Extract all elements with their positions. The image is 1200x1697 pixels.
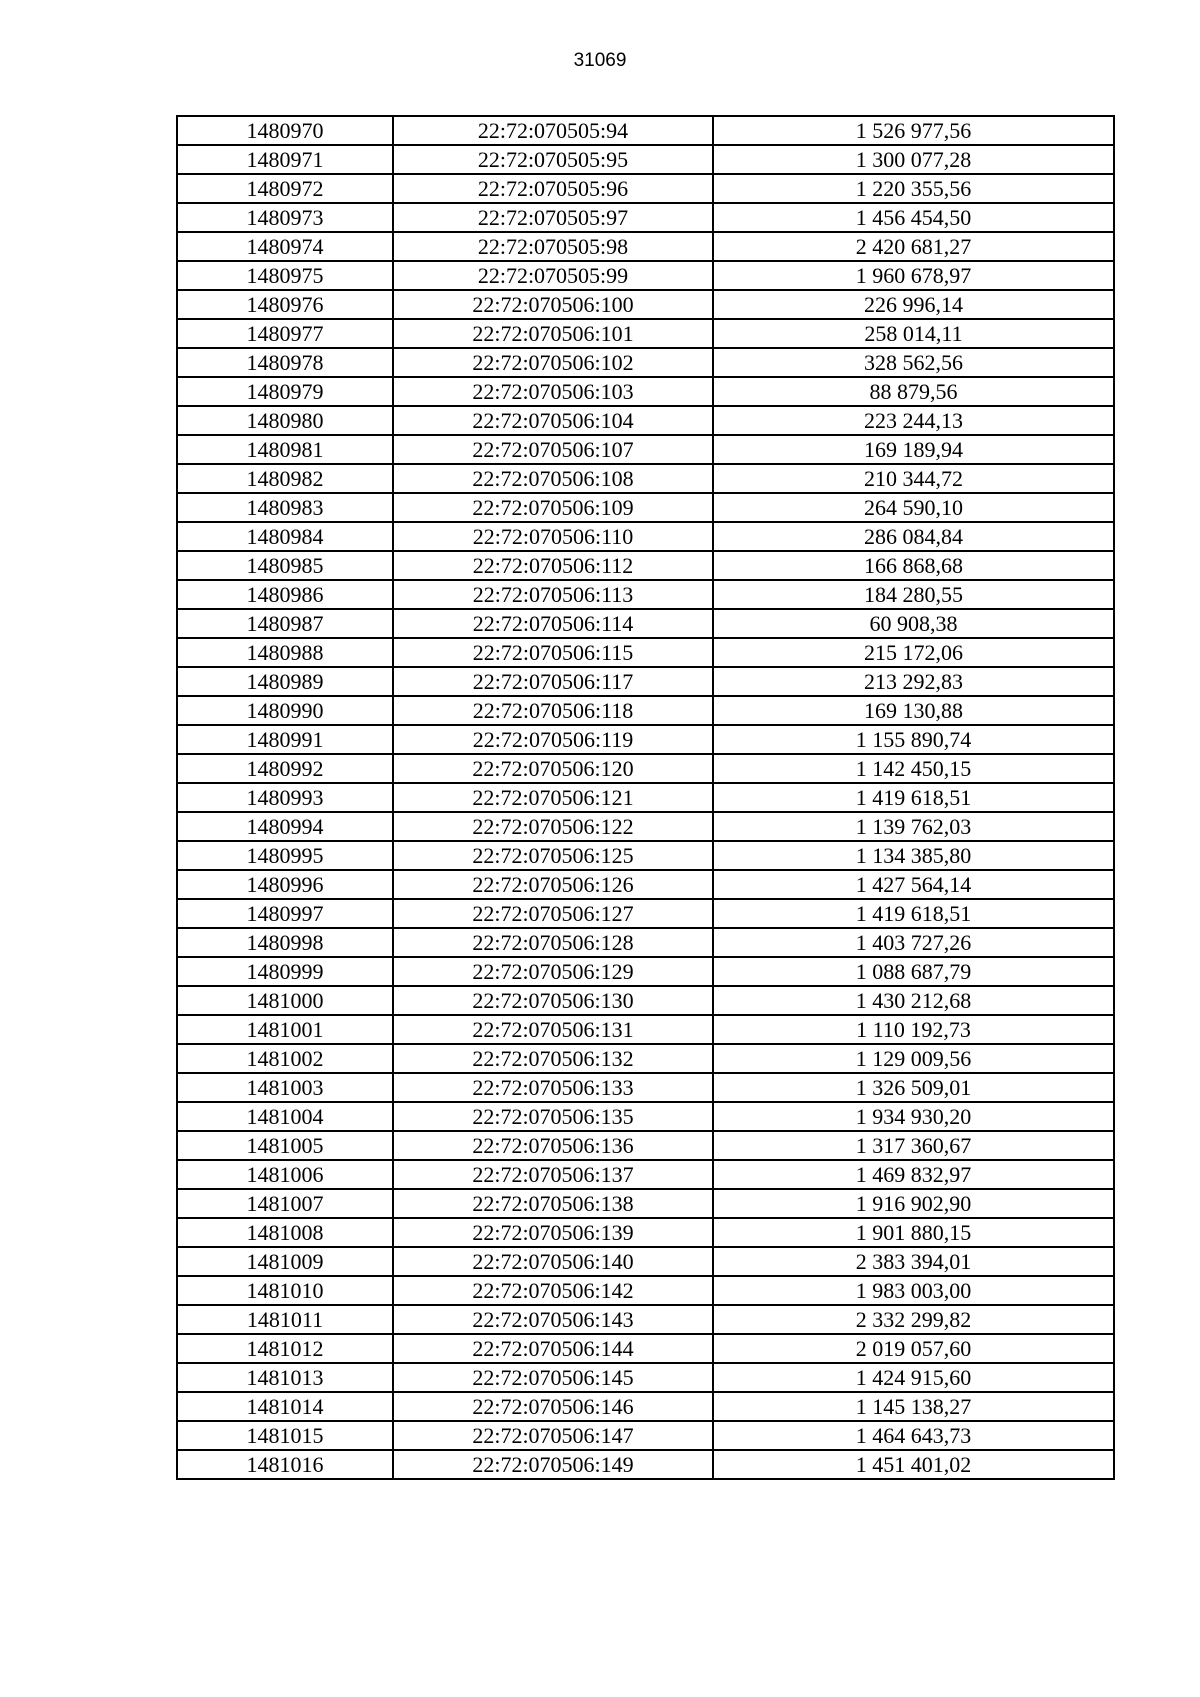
cadastral-value-cell: 215 172,06 <box>713 638 1114 667</box>
table-row <box>177 870 1114 899</box>
cadastral-number-cell: 22:72:070506:145 <box>393 1363 713 1392</box>
record-number-cell: 1480974 <box>177 232 393 261</box>
table-row <box>177 493 1114 522</box>
cadastral-value-cell: 1 419 618,51 <box>713 783 1114 812</box>
cadastral-number-cell: 22:72:070506:147 <box>393 1421 713 1450</box>
cadastral-value-cell: 1 934 930,20 <box>713 1102 1114 1131</box>
record-number-cell: 1481014 <box>177 1392 393 1421</box>
record-number-cell: 1480980 <box>177 406 393 435</box>
cadastral-value-cell: 223 244,13 <box>713 406 1114 435</box>
cadastral-number-cell: 22:72:070506:142 <box>393 1276 713 1305</box>
record-number-cell: 1481006 <box>177 1160 393 1189</box>
cadastral-value-cell: 60 908,38 <box>713 609 1114 638</box>
cadastral-value-cell: 1 300 077,28 <box>713 145 1114 174</box>
cadastral-number-cell: 22:72:070506:126 <box>393 870 713 899</box>
cadastral-value-cell: 1 142 450,15 <box>713 754 1114 783</box>
record-number-cell: 1480991 <box>177 725 393 754</box>
cadastral-number-cell: 22:72:070506:122 <box>393 812 713 841</box>
cadastral-number-cell: 22:72:070506:138 <box>393 1189 713 1218</box>
cadastral-number-cell: 22:72:070506:128 <box>393 928 713 957</box>
table-row <box>177 464 1114 493</box>
cadastral-value-cell: 184 280,55 <box>713 580 1114 609</box>
cadastral-number-cell: 22:72:070506:135 <box>393 1102 713 1131</box>
registry-table-body <box>177 116 1114 1479</box>
cadastral-value-cell: 1 526 977,56 <box>713 116 1114 145</box>
cadastral-value-cell: 226 996,14 <box>713 290 1114 319</box>
table-row <box>177 406 1114 435</box>
table-row <box>177 754 1114 783</box>
cadastral-value-cell: 1 451 401,02 <box>713 1450 1114 1479</box>
record-number-cell: 1480996 <box>177 870 393 899</box>
record-number-cell: 1481013 <box>177 1363 393 1392</box>
cadastral-number-cell: 22:72:070506:109 <box>393 493 713 522</box>
table-row <box>177 1160 1114 1189</box>
cadastral-number-cell: 22:72:070506:140 <box>393 1247 713 1276</box>
cadastral-value-cell: 286 084,84 <box>713 522 1114 551</box>
cadastral-number-cell: 22:72:070506:146 <box>393 1392 713 1421</box>
cadastral-number-cell: 22:72:070506:143 <box>393 1305 713 1334</box>
cadastral-number-cell: 22:72:070506:113 <box>393 580 713 609</box>
table-row <box>177 899 1114 928</box>
cadastral-number-cell: 22:72:070506:121 <box>393 783 713 812</box>
record-number-cell: 1480981 <box>177 435 393 464</box>
cadastral-value-cell: 1 983 003,00 <box>713 1276 1114 1305</box>
cadastral-number-cell: 22:72:070506:132 <box>393 1044 713 1073</box>
table-row <box>177 1218 1114 1247</box>
cadastral-value-cell: 1 464 643,73 <box>713 1421 1114 1450</box>
cadastral-number-cell: 22:72:070506:137 <box>393 1160 713 1189</box>
table-row <box>177 957 1114 986</box>
table-row <box>177 290 1114 319</box>
table-row <box>177 638 1114 667</box>
record-number-cell: 1480973 <box>177 203 393 232</box>
record-number-cell: 1480987 <box>177 609 393 638</box>
table-row <box>177 986 1114 1015</box>
cadastral-number-cell: 22:72:070505:97 <box>393 203 713 232</box>
record-number-cell: 1481000 <box>177 986 393 1015</box>
record-number-cell: 1480978 <box>177 348 393 377</box>
record-number-cell: 1480979 <box>177 377 393 406</box>
table-row <box>177 348 1114 377</box>
table-row <box>177 841 1114 870</box>
record-number-cell: 1480983 <box>177 493 393 522</box>
cadastral-value-cell: 328 562,56 <box>713 348 1114 377</box>
record-number-cell: 1481007 <box>177 1189 393 1218</box>
cadastral-number-cell: 22:72:070506:114 <box>393 609 713 638</box>
record-number-cell: 1480993 <box>177 783 393 812</box>
cadastral-number-cell: 22:72:070506:108 <box>393 464 713 493</box>
cadastral-value-cell: 1 134 385,80 <box>713 841 1114 870</box>
record-number-cell: 1481009 <box>177 1247 393 1276</box>
cadastral-number-cell: 22:72:070505:99 <box>393 261 713 290</box>
table-row <box>177 580 1114 609</box>
record-number-cell: 1481004 <box>177 1102 393 1131</box>
cadastral-value-cell: 1 110 192,73 <box>713 1015 1114 1044</box>
record-number-cell: 1480988 <box>177 638 393 667</box>
record-number-cell: 1480997 <box>177 899 393 928</box>
cadastral-number-cell: 22:72:070506:115 <box>393 638 713 667</box>
record-number-cell: 1480984 <box>177 522 393 551</box>
record-number-cell: 1481012 <box>177 1334 393 1363</box>
record-number-cell: 1481016 <box>177 1450 393 1479</box>
cadastral-value-cell: 169 189,94 <box>713 435 1114 464</box>
table-row <box>177 174 1114 203</box>
table-row <box>177 609 1114 638</box>
cadastral-number-cell: 22:72:070506:133 <box>393 1073 713 1102</box>
table-row <box>177 1044 1114 1073</box>
table-row <box>177 522 1114 551</box>
record-number-cell: 1480975 <box>177 261 393 290</box>
cadastral-value-cell: 1 424 915,60 <box>713 1363 1114 1392</box>
cadastral-value-cell: 1 960 678,97 <box>713 261 1114 290</box>
record-number-cell: 1480972 <box>177 174 393 203</box>
registry-table <box>176 115 1115 1480</box>
record-number-cell: 1480982 <box>177 464 393 493</box>
cadastral-value-cell: 210 344,72 <box>713 464 1114 493</box>
cadastral-value-cell: 1 427 564,14 <box>713 870 1114 899</box>
cadastral-number-cell: 22:72:070506:119 <box>393 725 713 754</box>
table-row <box>177 783 1114 812</box>
cadastral-value-cell: 166 868,68 <box>713 551 1114 580</box>
table-row <box>177 725 1114 754</box>
cadastral-number-cell: 22:72:070506:130 <box>393 986 713 1015</box>
cadastral-number-cell: 22:72:070506:104 <box>393 406 713 435</box>
table-row <box>177 1102 1114 1131</box>
cadastral-number-cell: 22:72:070506:120 <box>393 754 713 783</box>
cadastral-number-cell: 22:72:070506:144 <box>393 1334 713 1363</box>
table-row <box>177 1305 1114 1334</box>
cadastral-number-cell: 22:72:070506:125 <box>393 841 713 870</box>
cadastral-number-cell: 22:72:070505:98 <box>393 232 713 261</box>
cadastral-value-cell: 2 420 681,27 <box>713 232 1114 261</box>
cadastral-value-cell: 1 088 687,79 <box>713 957 1114 986</box>
cadastral-value-cell: 1 129 009,56 <box>713 1044 1114 1073</box>
cadastral-value-cell: 264 590,10 <box>713 493 1114 522</box>
table-row <box>177 1073 1114 1102</box>
cadastral-value-cell: 1 403 727,26 <box>713 928 1114 957</box>
cadastral-number-cell: 22:72:070506:118 <box>393 696 713 725</box>
table-row <box>177 319 1114 348</box>
table-row <box>177 1421 1114 1450</box>
cadastral-number-cell: 22:72:070506:139 <box>393 1218 713 1247</box>
table-row <box>177 116 1114 145</box>
record-number-cell: 1480971 <box>177 145 393 174</box>
table-row <box>177 1247 1114 1276</box>
cadastral-value-cell: 258 014,11 <box>713 319 1114 348</box>
table-row <box>177 261 1114 290</box>
record-number-cell: 1480989 <box>177 667 393 696</box>
table-row <box>177 928 1114 957</box>
cadastral-value-cell: 1 326 509,01 <box>713 1073 1114 1102</box>
record-number-cell: 1480994 <box>177 812 393 841</box>
cadastral-number-cell: 22:72:070506:110 <box>393 522 713 551</box>
cadastral-value-cell: 1 317 360,67 <box>713 1131 1114 1160</box>
record-number-cell: 1480977 <box>177 319 393 348</box>
table-row <box>177 1276 1114 1305</box>
record-number-cell: 1480999 <box>177 957 393 986</box>
record-number-cell: 1480985 <box>177 551 393 580</box>
table-row <box>177 1392 1114 1421</box>
record-number-cell: 1481011 <box>177 1305 393 1334</box>
cadastral-value-cell: 1 916 902,90 <box>713 1189 1114 1218</box>
table-row <box>177 696 1114 725</box>
table-row <box>177 1131 1114 1160</box>
table-row <box>177 377 1114 406</box>
record-number-cell: 1480990 <box>177 696 393 725</box>
cadastral-number-cell: 22:72:070506:112 <box>393 551 713 580</box>
cadastral-number-cell: 22:72:070506:103 <box>393 377 713 406</box>
cadastral-number-cell: 22:72:070506:136 <box>393 1131 713 1160</box>
cadastral-number-cell: 22:72:070506:117 <box>393 667 713 696</box>
cadastral-number-cell: 22:72:070506:102 <box>393 348 713 377</box>
cadastral-number-cell: 22:72:070506:101 <box>393 319 713 348</box>
cadastral-value-cell: 88 879,56 <box>713 377 1114 406</box>
table-row <box>177 1334 1114 1363</box>
table-row <box>177 232 1114 261</box>
cadastral-value-cell: 1 139 762,03 <box>713 812 1114 841</box>
table-row <box>177 551 1114 580</box>
record-number-cell: 1481008 <box>177 1218 393 1247</box>
cadastral-number-cell: 22:72:070506:149 <box>393 1450 713 1479</box>
cadastral-value-cell: 1 220 355,56 <box>713 174 1114 203</box>
record-number-cell: 1480970 <box>177 116 393 145</box>
table-row <box>177 1189 1114 1218</box>
record-number-cell: 1481005 <box>177 1131 393 1160</box>
record-number-cell: 1480976 <box>177 290 393 319</box>
cadastral-value-cell: 1 419 618,51 <box>713 899 1114 928</box>
table-row <box>177 435 1114 464</box>
record-number-cell: 1481010 <box>177 1276 393 1305</box>
record-number-cell: 1480998 <box>177 928 393 957</box>
record-number-cell: 1481015 <box>177 1421 393 1450</box>
record-number-cell: 1481002 <box>177 1044 393 1073</box>
cadastral-value-cell: 169 130,88 <box>713 696 1114 725</box>
cadastral-value-cell: 213 292,83 <box>713 667 1114 696</box>
cadastral-value-cell: 1 901 880,15 <box>713 1218 1114 1247</box>
cadastral-value-cell: 1 469 832,97 <box>713 1160 1114 1189</box>
record-number-cell: 1481003 <box>177 1073 393 1102</box>
cadastral-value-cell: 2 383 394,01 <box>713 1247 1114 1276</box>
cadastral-number-cell: 22:72:070505:95 <box>393 145 713 174</box>
table-row <box>177 145 1114 174</box>
table-row <box>177 1363 1114 1392</box>
cadastral-value-cell: 1 155 890,74 <box>713 725 1114 754</box>
cadastral-number-cell: 22:72:070506:129 <box>393 957 713 986</box>
cadastral-value-cell: 2 019 057,60 <box>713 1334 1114 1363</box>
cadastral-number-cell: 22:72:070506:107 <box>393 435 713 464</box>
cadastral-number-cell: 22:72:070506:127 <box>393 899 713 928</box>
table-row <box>177 667 1114 696</box>
cadastral-value-cell: 1 430 212,68 <box>713 986 1114 1015</box>
table-row <box>177 1015 1114 1044</box>
record-number-cell: 1480992 <box>177 754 393 783</box>
cadastral-number-cell: 22:72:070506:131 <box>393 1015 713 1044</box>
cadastral-number-cell: 22:72:070506:100 <box>393 290 713 319</box>
cadastral-value-cell: 2 332 299,82 <box>713 1305 1114 1334</box>
table-row <box>177 203 1114 232</box>
table-row <box>177 1450 1114 1479</box>
record-number-cell: 1480986 <box>177 580 393 609</box>
cadastral-value-cell: 1 145 138,27 <box>713 1392 1114 1421</box>
record-number-cell: 1481001 <box>177 1015 393 1044</box>
page-number: 31069 <box>573 50 627 71</box>
cadastral-number-cell: 22:72:070505:96 <box>393 174 713 203</box>
cadastral-value-cell: 1 456 454,50 <box>713 203 1114 232</box>
cadastral-number-cell: 22:72:070505:94 <box>393 116 713 145</box>
table-row <box>177 812 1114 841</box>
record-number-cell: 1480995 <box>177 841 393 870</box>
